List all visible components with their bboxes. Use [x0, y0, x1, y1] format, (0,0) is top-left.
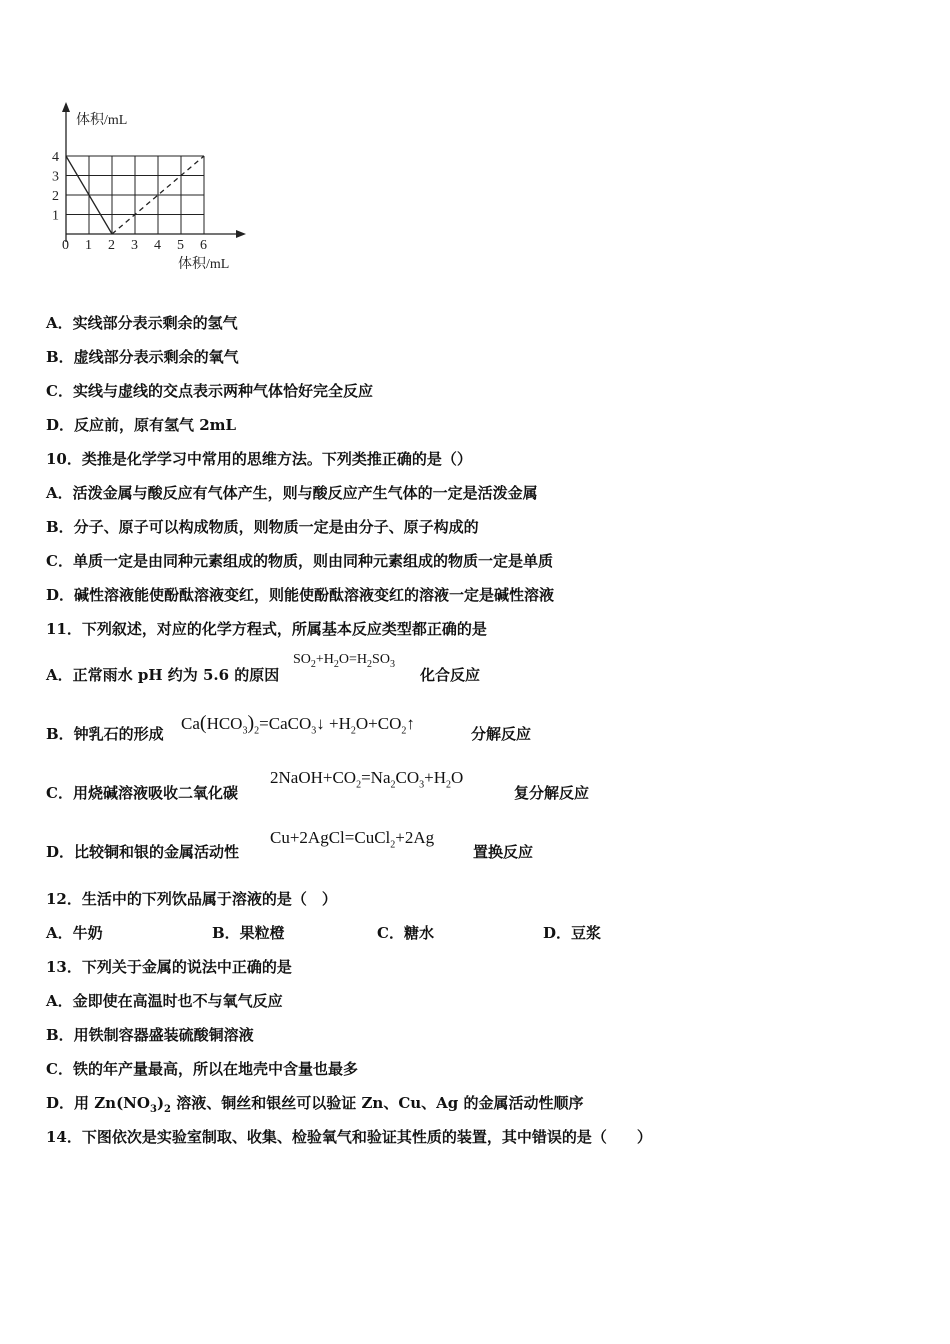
q13-d-mid: ) — [156, 1094, 165, 1112]
q10-stem: 10．类推是化学学习中常用的思维方法。下列类推正确的是（） — [46, 450, 472, 468]
q11-equation-b: $Ca(HCO_3)_2=CaCO_3↓$ $+H_2O+CO_2↑$ — [181, 712, 415, 737]
q11-option-d-text: D．比较铜和银的金属活动性 — [46, 843, 240, 861]
x-tick-label: 3 — [131, 238, 138, 253]
y-tick-label: 2 — [52, 189, 59, 204]
y-tick-label: 4 — [52, 150, 59, 165]
q10-option-a: A．活泼金属与酸反应有气体产生，则与酸反应产生气体的一定是活泼金属 — [46, 484, 538, 502]
q12-stem: 12．生活中的下列饮品属于溶液的是（ ） — [46, 890, 337, 908]
q11-option-b-type: 分解反应 — [471, 725, 532, 743]
q13-d-post: 溶液、铜丝和银丝可以验证 Zn、Cu、Ag 的金属活动性顺序 — [171, 1094, 584, 1112]
q10-option-d: D．碱性溶液能使酚酞溶液变红，则能使酚酞溶液变红的溶液一定是碱性溶液 — [46, 586, 555, 604]
x-tick-label: 4 — [154, 238, 161, 253]
q11-option-a-text: A．正常雨水 pH 约为 5.6 的原因 — [46, 666, 280, 684]
q12-option-c: C．糖水 — [377, 924, 434, 942]
q12-options — [46, 922, 601, 943]
q13-option-c: C．铁的年产量最高，所以在地壳中含量也最多 — [46, 1060, 358, 1078]
q11-equation-c: $2NaOH+CO_2=Na_2CO_3+H_2O$ — [270, 768, 464, 791]
q10-option-b: B．分子、原子可以构成物质，则物质一定是由分子、原子构成的 — [46, 518, 479, 536]
q11-stem: 11．下列叙述，对应的化学方程式，所属基本反应类型都正确的是 — [46, 620, 487, 638]
q11-equation-a: $SO_2+H_2O=H_2SO_3$ — [293, 652, 395, 670]
x-tick-label: 6 — [200, 238, 207, 253]
q13-d-pre: D．用 Zn(NO — [46, 1094, 150, 1112]
q12-option-b: B．果粒橙 — [212, 924, 285, 942]
q11-option-a-type: 化合反应 — [420, 666, 481, 684]
q12-option-a: A．牛奶 — [46, 924, 103, 942]
q13-d-sub2: 2 — [164, 1104, 172, 1115]
q11-option-b-text: B．钟乳石的形成 — [46, 725, 164, 743]
q11-equation-d: Cu+2AgCl=CuCl$_2$+2Ag — [270, 828, 435, 851]
y-tick-label: 1 — [52, 208, 59, 224]
q13-d-sub1: 3 — [149, 1104, 157, 1115]
q9-option-c: C．实线与虚线的交点表示两种气体恰好完全反应 — [46, 382, 373, 400]
q12-option-d: D．豆浆 — [543, 924, 602, 942]
x-tick-label: 0 — [62, 238, 69, 253]
y-axis-label: 体积/mL — [76, 113, 128, 128]
q9-option-d: D．反应前，原有氢气 2mL — [46, 416, 237, 434]
q11-option-c-text: C．用烧碱溶液吸收二氧化碳 — [46, 784, 238, 802]
x-tick-label: 1 — [85, 238, 92, 253]
q13-stem: 13．下列关于金属的说法中正确的是 — [46, 958, 292, 976]
x-tick-label: 5 — [177, 238, 184, 253]
q13-option-a: A．金即使在高温时也不与氧气反应 — [46, 992, 283, 1010]
x-axis-arrow — [236, 230, 246, 238]
x-axis-label: 体积/mL — [178, 257, 230, 272]
volume-chart — [40, 96, 270, 281]
y-axis-arrow — [62, 102, 70, 112]
q14-stem: 14．下图依次是实验室制取、收集、检验氧气和验证其性质的装置，其中错误的是（ ） — [46, 1128, 652, 1146]
q13-option-b: B．用铁制容器盛装硫酸铜溶液 — [46, 1026, 254, 1044]
q11-option-c-type: 复分解反应 — [514, 784, 590, 802]
q9-option-b: B．虚线部分表示剩余的氧气 — [46, 348, 239, 366]
y-tick-label: 3 — [52, 169, 59, 185]
q13-option-d — [46, 1092, 584, 1115]
q10-option-c: C．单质一定是由同种元素组成的物质，则由同种元素组成的物质一定是单质 — [46, 552, 553, 570]
q9-option-a: A．实线部分表示剩余的氢气 — [46, 314, 238, 332]
chart-grid — [66, 156, 204, 234]
x-tick-label: 2 — [108, 238, 115, 253]
q11-option-d-type: 置换反应 — [473, 843, 534, 861]
